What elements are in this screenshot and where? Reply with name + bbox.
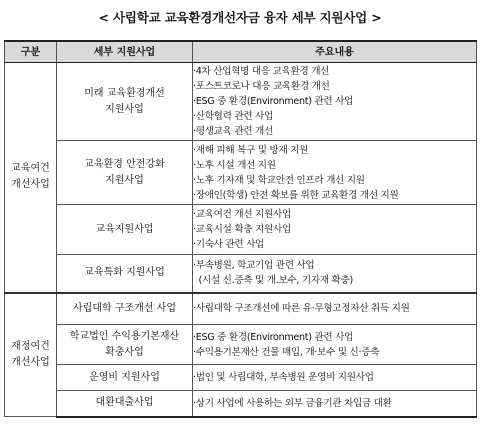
program-name: 대환대출사업 bbox=[57, 391, 193, 417]
table-header-row bbox=[5, 41, 477, 63]
program-content: ·교육여건 개선 지원사업 ·교육시설 확충 지원사업 ·기숙사 관련 사업 bbox=[193, 205, 477, 255]
table-row bbox=[5, 141, 477, 205]
document-title: < 사립학교 교육환경개선자금 융자 세부 지원사업 > bbox=[98, 10, 382, 25]
program-content: ·법인 및 사립대학, 부속병원 운영비 지원사업 bbox=[193, 365, 477, 391]
program-content: ·4차 산업혁명 대응 교육환경 개선 ·포스트코로나 대응 교육환경 개선 ·ESG 중 환경(Environment) 관련 사업 ·산학협력 관련 사업 ·평생교육 관련 개선 bbox=[193, 63, 477, 141]
program-name: 교육특화 지원사업 bbox=[57, 255, 193, 293]
program-content: ·상기 사업에 사용하는 외부 금융기관 차입금 대환 bbox=[193, 391, 477, 417]
program-content: ·ESG 중 환경(Environment) 관련 사업 ·수익용기본재산 건물 매입, 개·보수 및 신·증축 bbox=[193, 325, 477, 365]
support-program-table bbox=[4, 40, 477, 418]
table-row bbox=[5, 205, 477, 255]
table-row bbox=[5, 63, 477, 141]
program-name: 미래 교육환경개선 지원사업 bbox=[57, 63, 193, 141]
table-row bbox=[5, 255, 477, 293]
table-row bbox=[5, 293, 477, 325]
program-content: ·사립대학 구조개선에 따른 유·무형고정자산 취득 지원 bbox=[193, 293, 477, 325]
header-content: 주요내용 bbox=[193, 41, 477, 63]
program-content: ·부속병원, 학교기업 관련 사업 (시설 신.증축 및 개.보수, 기자재 확충) bbox=[193, 255, 477, 293]
table-row bbox=[5, 365, 477, 391]
header-category: 구분 bbox=[5, 41, 57, 63]
table-row bbox=[5, 325, 477, 365]
program-name: 사립대학 구조개선 사업 bbox=[57, 293, 193, 325]
group-label-finance: 재정여건 개선사업 bbox=[5, 293, 57, 417]
program-content: ·재해 피해 복구 및 방재 지원 ·노후 시설 개선 지원 ·노후 기자재 및 학교안전 인프라 개선 지원 ·장애인(학생) 안전 확보를 위한 교육환경 개선 지원 bbox=[193, 141, 477, 205]
program-name: 학교법인 수익용기본재산 확충사업 bbox=[57, 325, 193, 365]
group-label-education: 교육여건 개선사업 bbox=[5, 63, 57, 293]
table-row bbox=[5, 391, 477, 417]
header-program: 세부 지원사업 bbox=[57, 41, 193, 63]
program-name: 교육지원사업 bbox=[57, 205, 193, 255]
program-name: 교육환경 안전강화 지원사업 bbox=[57, 141, 193, 205]
program-name: 운영비 지원사업 bbox=[57, 365, 193, 391]
